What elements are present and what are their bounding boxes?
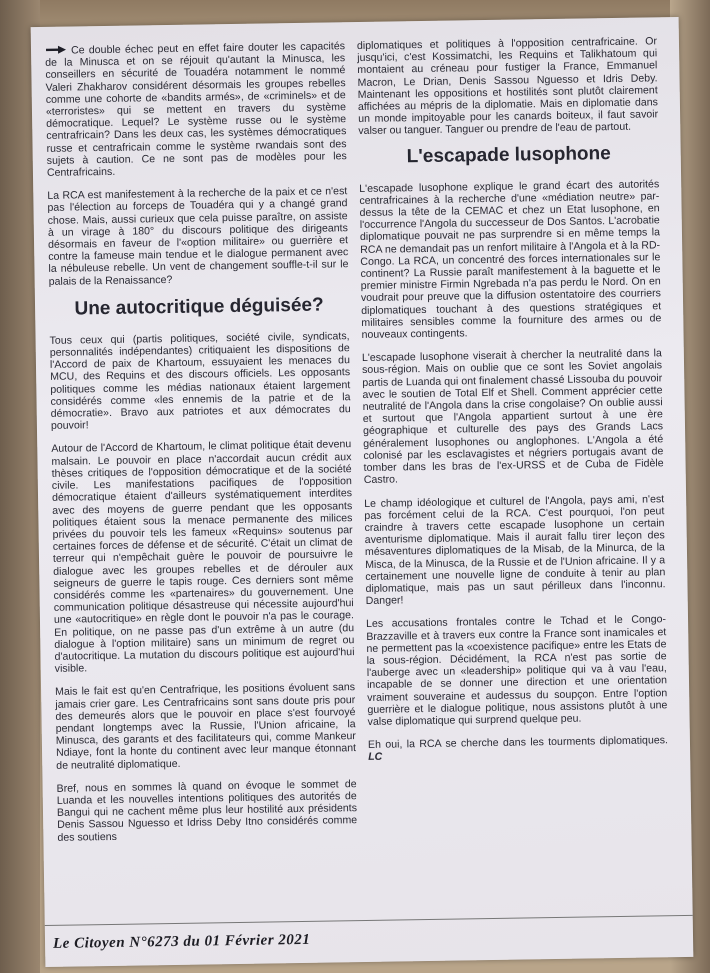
paragraph: diplomatiques et politiques à l'opposition centrafricaine. Or jusqu'ici, c'est Kossimatchi, les Requins et Talikhatoum qui montaient au créneau pour fustiger la France, Emmanuel Macron, Le Drian, Denis Sassou Nguesso et Idris Deby. Maintenant les oppositions et hostilités sont plutôt clairement affichées au mépris de la diplomatie. Mais en diplomatie dans un monde impitoyable pour les canards boiteux, il faut savoir valser ou tanguer. Tanguer ou prendre de l'eau de partout. <box>356 35 659 138</box>
paragraph: Tous ceux qui (partis politiques, société civile, syndicats, personnalités indépendantes) critiquaient les dispositions de l'Accord de paix de Khartoum, essuyaient les menaces du MCU, des Requins et des discours officiels. Les opposants politiques comme les médias nationaux étaient largement considérés comme «les ennemis de la patrie et de la démocratie». Bravo aux patriotes et aux démocrates du pouvoir! <box>49 330 351 433</box>
paragraph: L'escapade lusophone explique le grand écart des autorités centrafricaines à la recherche d'une «médiation neutre» par-dessus la tête de la CEMAC et chez un Etat lusophone, en l'occurrence l'Angola du successeur de Dos Santos. L'acrobatie diplomatique pouvait ne pas surprendre si en même temps la RCA ne demandait pas un renfort militaire à l'Angola et à la RD-Congo. La RCA, un concentré des forces internationales sur le continent? La Russie paraît manifestement à la baguette et le premier ministre Firmin Ngrebada n'a pas perdu le Nord. On en voudrait pour preuve que la diffusion ostentatoire des courriers diplomatiques touchant à des questions stratégiques et militaires sensibles comme la fourniture des armes ou de nouveaux contingents. <box>359 177 662 342</box>
section-heading-escapade: L'escapade lusophone <box>406 142 611 167</box>
intro-paragraph: Ce double échec peut en effet faire douter les capacités de la Minusca et on se réjouit qu'autant la Minusca, les conseillers en sécurité de Touadéra notamment le nommé Valeri Zhakharov considérent désormais les groupes rebelles comme une cohorte de «bandits armés», de «criminels» et de «terroristes» qui se mettent en travers du système démocratique. Lequel? Le système russe ou le système centrafricain? Dans les deux cas, les systèmes démocratiques russe et centrafricain comme le système rwandais sont des sujets à caution. Ce ne sont pas de modèles pour les Centrafricains. <box>45 40 347 179</box>
publication-line: Le Citoyen N°6273 du 01 Février 2021 <box>52 931 311 952</box>
paragraph: L'escapade lusophone viserait à chercher la neutralité dans la sous-région. Mais on oublie que ce sont les Soviet angolais partis de Luanda qui ont finalement chassé Lissouba du pouvoir avec le soutien de Total Elf et Shell. Comment apprécier cette neutralité de l'Angola dans la crise congolaise? On oublie aussi et surtout que l'Angola appartient surtout à une ère géographique et culturelle des pays des Grands Lacs généralement lusophones ou anglophones. L'Angola a été colonisé par les esclavagistes et négriers portugais avant de tomber dans les bras de l'ex-URSS et de Cuba de Fidèle Castro. <box>361 347 664 487</box>
paragraph: Bref, nous en sommes là quand on évoque le sommet de Luanda et les nouvelles intentions politiques des autorités de Bangui qui ne cachent même plus leur hostilité aux présidents Denis Sassou Nguesso et Idriss Deby Itno considérés comme des soutiens <box>56 777 358 844</box>
paragraph: Les accusations frontales contre le Tchad et le Congo-Brazzaville et à travers eux contre la France sont inamicales et ne permettent pas la «coexistence pacifique» entre les Etats de la sous-région. Décidément, la RCA n'est pas sortie de l'auberge avec un «leadership» politique qui va à vau l'eau, incapable de se donner une direction et une orientation vraiment souveraine et audessus du soupçon. Entre l'option guerrière et le dialogue politique, nous assistons plutôt à une valse diplomatique qui surprend quelque peu. <box>365 613 668 728</box>
paragraph: Autour de l'Accord de Khartoum, le climat politique était devenu malsain. Le pouvoir en place n'accordait aucun crédit aux thèses critiques de l'opposition démocratique et de la société civile. Les manifestations pacifiques de l'opposition démocratique étaient d'ailleurs systématiquement interdites avec des moyens de guerre pendant que les opposants politiques étaient sous la menace permanente des milices privées du pouvoir tels les fameux «Requins» soutenus par certaines forces de défense et de sécurité. C'était un climat de terreur qui n'empêchait guère le pouvoir de poursuivre le dialogue avec les groupes rebelles et de dérouler aux seigneurs de guerre le tapis rouge. Ces derniers sont même considérés comme les «partenaires» du gouvernement. Une communication politique désastreuse qui nécessite aujourd'hui une «autocritique» en règle dont le pouvoir n'a pas le courage. En politique, on ne passe pas d'un extrême à un autre (du dialogue à l'option militaire) sans un minimum de regret ou d'autocritique. La mutation du discours politique est aujourd'hui visible. <box>51 438 355 675</box>
intro-paragraph-wrapper <box>45 40 347 179</box>
right-column <box>357 35 669 774</box>
right-arrow-icon <box>45 45 67 55</box>
left-column <box>45 40 358 854</box>
section-heading-autocritique: Une autocritique déguisée? <box>74 294 324 320</box>
page-footer <box>45 915 693 953</box>
closing-paragraph-wrapper <box>368 734 668 763</box>
author-signature: LC <box>368 751 383 764</box>
paragraph: Le champ idéologique et culturel de l'Angola, pays ami, n'est pas forcément celui de la RCA. C'est pourquoi, l'on peut craindre à travers cette escapade lusophone un certain aventurisme diplomatique. Mais il aurait fallu tirer leçon des mésaventures diplomatiques de la Misab, de la Minurca, de la Misca, de la Minusca, de la Russie et de l'Union africaine. Il y a certainement une nouvelle ligne de conduite à tenir au plan diplomatique, mais pas un saut périlleux dans l'inconnu. Danger! <box>364 492 666 608</box>
newspaper-page <box>31 17 694 967</box>
paragraph: La RCA est manifestement à la recherche de la paix et ce n'est pas l'élection au forceps de Touadéra qui y a changé grand chose. Mais, aussi curieux que cela puisse paraître, on assiste à un virage à 180° du discours politique des dirigeants désormais en faveur de l'«option militaire» ou guerrière et contre la fameuse main tendue et le dialogue permanent avec la nébuleuse rebelle. Un vent de changement souffle-t-il sur le palais de la Renaissance? <box>47 185 349 288</box>
paragraph: Eh oui, la RCA se cherche dans les tourments diplomatiques. <box>367 734 669 752</box>
paragraph: Mais le fait est qu'en Centrafrique, les positions évoluent sans jamais crier gare. Les Centrafricains sont sans doute pris pour des demeurés alors que le pouvoir en place s'est fourvoyé pendant longtemps avec la Russie, l'Union africaine, la Minusca, des garants et des facilitateurs qui, comme Mankeur Ndiaye, font la honte du continent avec leur manque étonnant de neutralité diplomatique. <box>55 681 357 772</box>
